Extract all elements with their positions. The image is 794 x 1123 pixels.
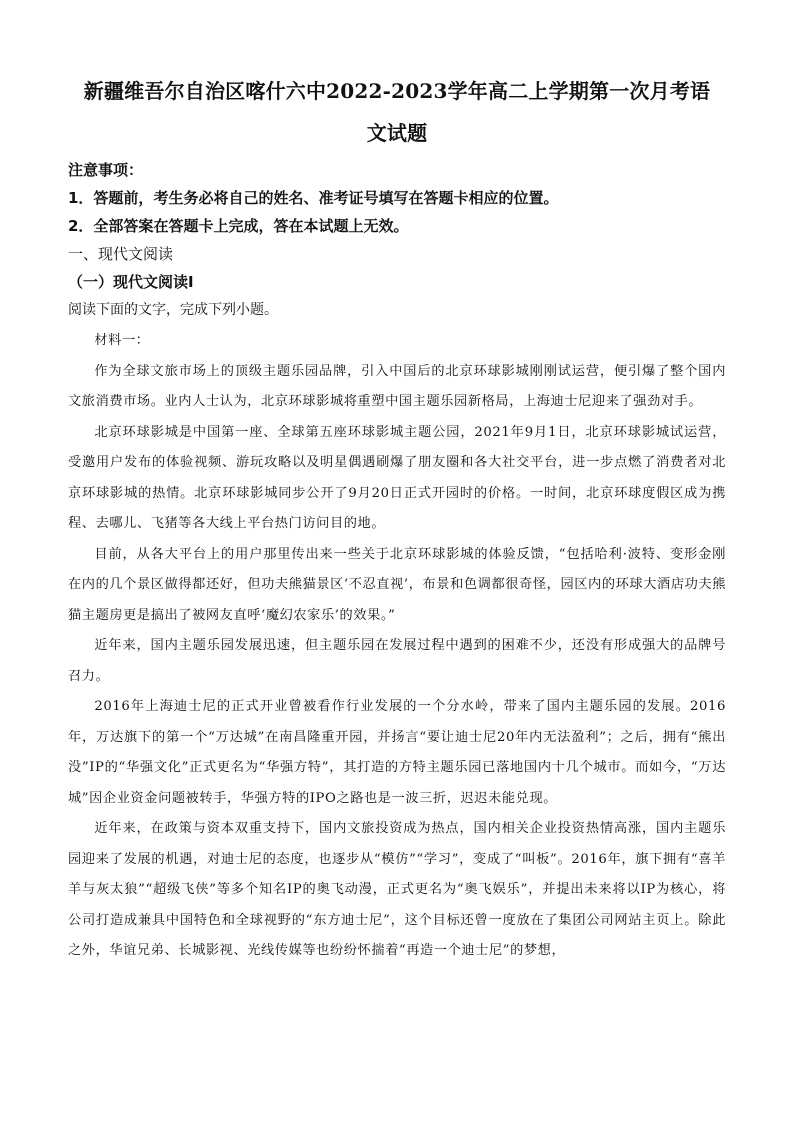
subsection-heading: （一）现代文阅读Ⅰ	[68, 273, 194, 291]
notes-heading: 注意事项：	[68, 161, 144, 179]
passage-paragraph-6: 近年来，在政策与资本双重支持下，国内文旅投资成为热点，国内相关企业投资热情高涨，国内主题乐园迎来了发展的机遇，对迪士尼的态度，也逐步从“模仿”“学习”，变成了“叫板”。2016年，旗下拥有“喜羊羊与灰太狼”“超级飞侠”等多个知名IP的奥飞动漫，正式更名为“奥飞娱乐”，并提出未来将以IP为核心，将公司打造成兼具中国特色和全球视野的“东方迪士尼”，这个目标还曾一度放在了集团公司网站主页上。除此之外，华谊兄弟、长城影视、光线传媒等也纷纷怀揣着“再造一个迪士尼”的梦想，	[68, 821, 726, 958]
passage-paragraph-3: 目前，从各大平台上的用户那里传出来一些关于北京环球影城的体验反馈，“包括哈利·波特、变形金刚在内的几个景区做得都还好，但功夫熊猫景区‘不忍直视’，布景和色调都很奇怪，园区内的环球大酒店功夫熊猫主题房更是搞出了被网友直呼‘魔幻农家乐’的效果。”	[68, 546, 726, 623]
exam-title-line1: 新疆维吾尔自治区喀什六中2022-2023学年高二上学期第一次月考语	[83, 79, 711, 103]
note-item-2: 2．全部答案在答题卡上完成，答在本试题上无效。	[68, 217, 409, 235]
reading-instruction: 阅读下面的文字，完成下列小题。	[68, 302, 278, 318]
exam-title-line2: 文试题	[366, 121, 428, 145]
passage-paragraph-2: 北京环球影城是中国第一座、全球第五座环球影城主题公园，2021年9月1日，北京环球影城试运营，受邀用户发布的体验视频、游玩攻略以及明星偶遇刷爆了朋友圈和各大社交平台，进一步点燃了消费者对北京环球影城的热情。北京环球影城同步公开了9月20日正式开园时的价格。一时间，北京环球度假区成为携程、去哪儿、飞猪等各大线上平台热门访问目的地。	[68, 424, 726, 531]
passage-paragraph-4: 近年来，国内主题乐园发展迅速，但主题乐园在发展过程中遇到的困难不少，还没有形成强大的品牌号召力。	[68, 638, 726, 684]
material-label: 材料一：	[94, 333, 150, 348]
reading-passage	[68, 326, 726, 967]
exam-title	[68, 72, 726, 152]
passage-paragraph-1: 作为全球文旅市场上的顶级主题乐园品牌，引入中国后的北京环球影城刚刚试运营，便引爆了整个国内文旅消费市场。业内人士认为，北京环球影城将重塑中国主题乐园新格局，上海迪士尼迎来了强劲对手。	[68, 363, 726, 409]
section-heading: 一、现代文阅读	[68, 245, 174, 263]
passage-paragraph-5: 2016年上海迪士尼的正式开业曾被看作行业发展的一个分水岭，带来了国内主题乐园的发展。2016年，万达旗下的第一个“万达城”在南昌隆重开园，并扬言“要让迪士尼20年内无法盈利”；之后，拥有“熊出没”IP的“华强文化”正式更名为“华强方特”，其打造的方特主题乐园已落地国内十几个城市。而如今，“万达城”因企业资金问题被转手，华强方特的IPO之路也是一波三折，迟迟未能兑现。	[68, 699, 726, 806]
note-item-1: 1．答题前，考生务必将自己的姓名、准考证号填写在答题卡相应的位置。	[68, 189, 559, 207]
